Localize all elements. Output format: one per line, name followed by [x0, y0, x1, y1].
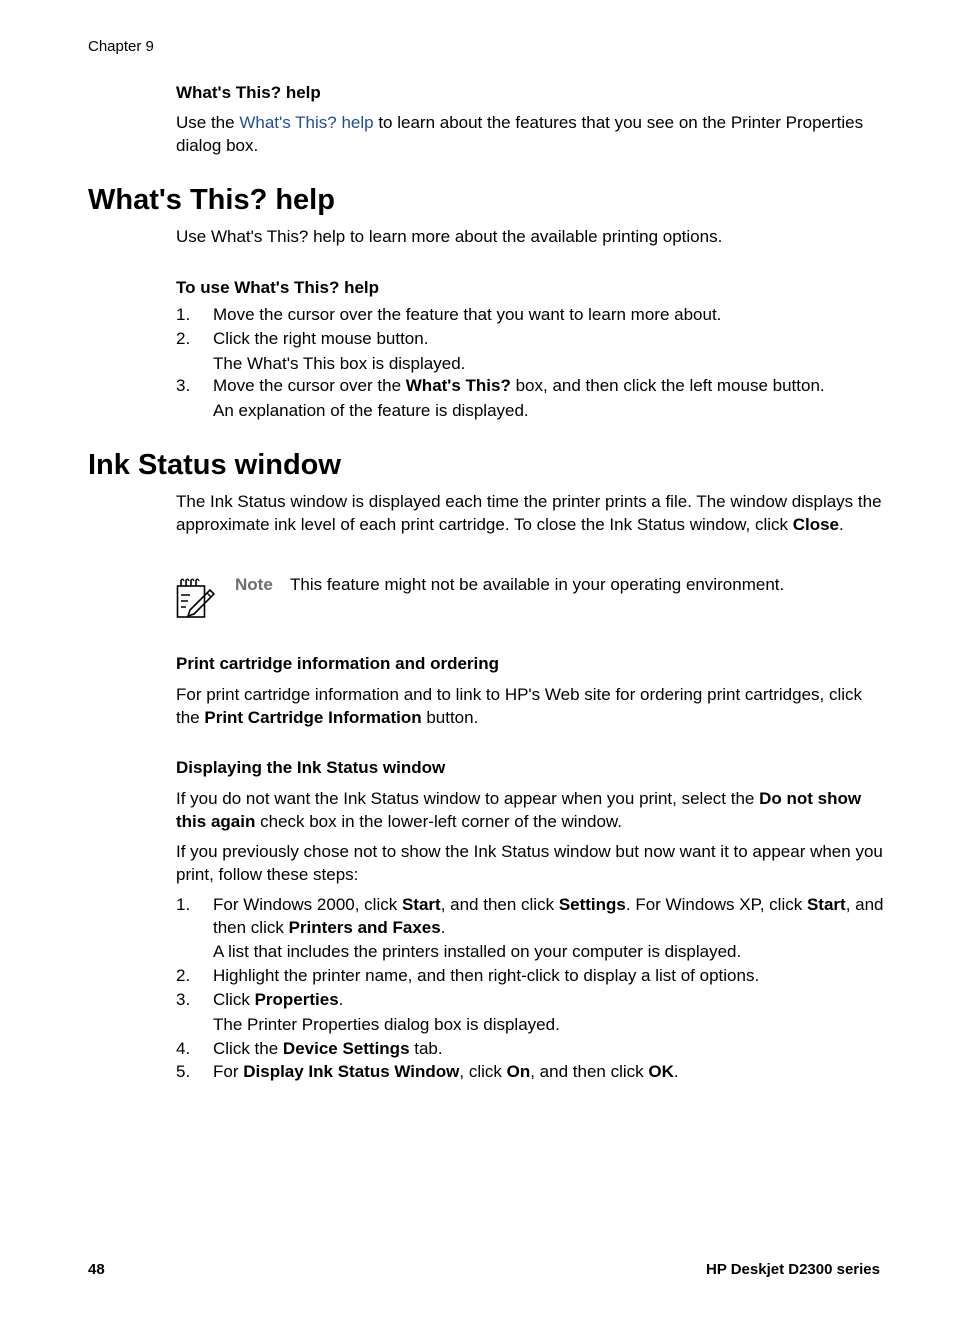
cartridge-info-paragraph: For print cartridge information and to link to HP's Web site for ordering print cartridges, click the Print Cartridge Information button. [176, 685, 863, 727]
displaying-paragraph-1: If you do not want the Ink Status window to appear when you print, select the Do not show this again check box in the lower-left corner of the window. [176, 789, 862, 831]
page-number: 48 [88, 1261, 105, 1278]
sub-heading-whats-this: What's This? help [176, 83, 321, 102]
sub-heading-cartridge-info: Print cartridge information and ordering [176, 654, 500, 673]
sub-heading-to-use: To use What's This? help [176, 278, 380, 297]
heading-ink-status-window: Ink Status window [88, 449, 341, 481]
displaying-paragraph-2: If you previously chose not to show the Ink Status window but now want it to appear when you print, follow these steps: [176, 842, 883, 884]
note-pencil-icon [176, 577, 218, 621]
footer-title: HP Deskjet D2300 series [705, 1261, 880, 1278]
ink-status-intro: The Ink Status window is displayed each time the printer prints a file. The window displays the approximate ink level of each print cartridge. To close the Ink Status window, click Close. [176, 492, 882, 534]
whats-this-intro: Use What's This? help to learn more about the available printing options. [176, 227, 723, 246]
whats-this-paragraph: Use the What's This? help to learn about the features that you see on the Printer Properties dialog box. [176, 113, 864, 155]
heading-whats-this-help: What's This? help [88, 184, 335, 216]
whats-this-help-link[interactable]: What's This? help [239, 113, 374, 132]
sub-heading-displaying: Displaying the Ink Status window [176, 758, 446, 777]
note-label: Note [235, 575, 273, 594]
chapter-label: Chapter 9 [88, 38, 154, 55]
note-text: This feature might not be available in your operating environment. [290, 575, 785, 594]
